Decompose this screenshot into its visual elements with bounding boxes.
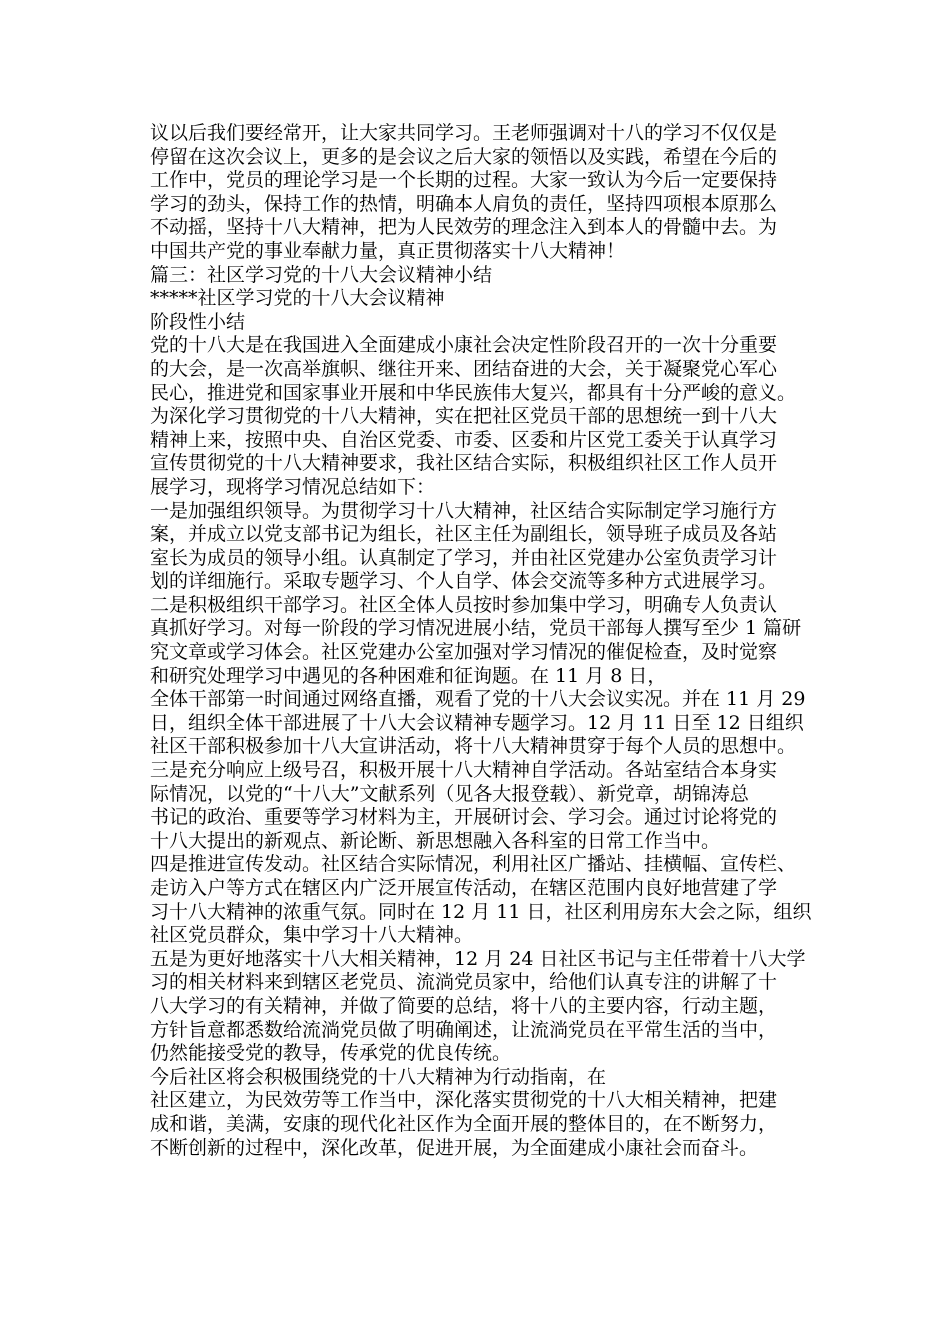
text-line: 五是为更好地落实十八大相关精神，12 月 24 日社区书记与主任带着十八大学 <box>150 947 806 970</box>
text-line: 的大会，是一次高举旗帜、继往开来、团结奋进的大会，关于凝聚党心军心 <box>150 357 778 380</box>
text-line: 不动摇，坚持十八大精神，把为人民效劳的理念注入到本人的骨髓中去。为 <box>150 216 778 239</box>
text-line: 二是积极组织干部学习。社区全体人员按时参加集中学习，明确专人负责认 <box>150 593 778 616</box>
text-line: 全体干部第一时间通过网络直播，观看了党的十八大会议实况。并在 11 月 29 <box>150 688 806 711</box>
text-line: 民心，推进党和国家事业开展和中华民族伟大复兴，都具有十分严峻的意义。 <box>150 381 797 404</box>
text-line: 社区干部积极参加十八大宣讲活动，将十八大精神贯穿于每个人员的思想中。 <box>150 735 797 758</box>
text-line: 社区党员群众，集中学习十八大精神。 <box>150 924 474 947</box>
text-line: 停留在这次会议上，更多的是会议之后大家的领悟以及实践，希望在今后的 <box>150 145 778 168</box>
text-line: 展学习，现将学习情况总结如下： <box>150 475 436 498</box>
text-line: 成和谐，美满，安康的现代化社区作为全面开展的整体目的，在不断努力， <box>150 1112 778 1135</box>
text-line: 方针旨意都悉数给流淌党员做了明确阐述，让流淌党员在平常生活的当中， <box>150 1018 778 1041</box>
text-line: 党的十八大是在我国进入全面建成小康社会决定性阶段召开的一次十分重要 <box>150 334 778 357</box>
text-line: 精神上来，按照中央、自治区党委、市委、区委和片区党工委关于认真学习 <box>150 428 778 451</box>
text-line: 室长为成员的领导小组。认真制定了学习，并由社区党建办公室负责学习计 <box>150 546 778 569</box>
text-line: 走访入户等方式在辖区内广泛开展宣传活动，在辖区范围内良好地营建了学 <box>150 877 778 899</box>
text-line: 案，并成立以党支部书记为组长，社区主任为副组长，领导班子成员及各站 <box>150 523 778 546</box>
text-line: 真抓好学习。对每一阶段的学习情况进展小结，党员干部每人撰写至少 1 篇研 <box>150 617 802 640</box>
text-line: 四是推进宣传发动。社区结合实际情况，利用社区广播站、挂横幅、宣传栏、 <box>150 853 797 876</box>
text-line: 篇三：社区学习党的十八大会议精神小结 <box>150 263 493 286</box>
text-line: *****社区学习党的十八大会议精神 <box>150 287 445 310</box>
text-line: 一是加强组织领导。为贯彻学习十八大精神，社区结合实际制定学习施行方 <box>150 499 778 522</box>
text-line: 宣传贯彻党的十八大精神要求，我社区结合实际，积极组织社区工作人员开 <box>150 452 778 475</box>
text-line: 划的详细施行。采取专题学习、个人自学、体会交流等多种方式进展学习。 <box>150 570 778 593</box>
text-line: 社区建立，为民效劳等工作当中，深化落实贯彻党的十八大相关精神，把建 <box>150 1089 778 1112</box>
text-line: 日，组织全体干部进展了十八大会议精神专题学习。12 月 11 日至 12 日组织 <box>150 711 804 734</box>
text-line: 际情况，以党的“十八大”文献系列（见各大报登载）、新党章，胡锦涛总 <box>150 782 749 805</box>
text-line: 不断创新的过程中，深化改革，促进开展，为全面建成小康社会而奋斗。 <box>150 1136 759 1159</box>
text-line: 议以后我们要经常开，让大家共同学习。王老师强调对十八的学习不仅仅是 <box>150 122 778 144</box>
text-line: 中国共产党的事业奉献力量，真正贯彻落实十八大精神！ <box>150 239 626 262</box>
text-line: 为深化学习贯彻党的十八大精神，实在把社区党员干部的思想统一到十八大 <box>150 405 778 428</box>
text-line: 三是充分响应上级号召，积极开展十八大精神自学活动。各站室结合本身实 <box>150 759 778 782</box>
text-line: 仍然能接受党的教导，传承党的优良传统。 <box>150 1042 512 1065</box>
text-line: 阶段性小结 <box>150 310 246 333</box>
text-line: 书记的政治、重要等学习材料为主，开展研讨会、学习会。通过讨论将党的 <box>150 806 778 829</box>
text-line: 习的相关材料来到辖区老党员、流淌党员家中，给他们认真专注的讲解了十 <box>150 971 778 994</box>
text-line: 和研究处理学习中遇见的各种困难和征询题。在 11 月 8 日， <box>150 664 667 687</box>
text-line: 学习的劲头，保持工作的热情，明确本人肩负的责任，坚持四项根本原那么 <box>150 192 778 215</box>
text-line: 十八大提出的新观点、新论断、新思想融入各科室的日常工作当中。 <box>150 829 721 852</box>
text-line: 八大学习的有关精神，并做了简要的总结，将十八的主要内容，行动主题， <box>150 994 778 1017</box>
text-line: 工作中，党员的理论学习是一个长期的过程。大家一致认为今后一定要保持 <box>150 169 778 192</box>
text-line: 今后社区将会积极围绕党的十八大精神为行动指南，在 <box>150 1065 607 1088</box>
text-line: 究文章或学习体会。社区党建办公室加强对学习情况的催促检查，及时觉察 <box>150 641 778 664</box>
document-body <box>150 122 810 1160</box>
text-line: 习十八大精神的浓重气氛。同时在 12 月 11 日，社区利用房东大会之际，组织 <box>150 900 812 923</box>
